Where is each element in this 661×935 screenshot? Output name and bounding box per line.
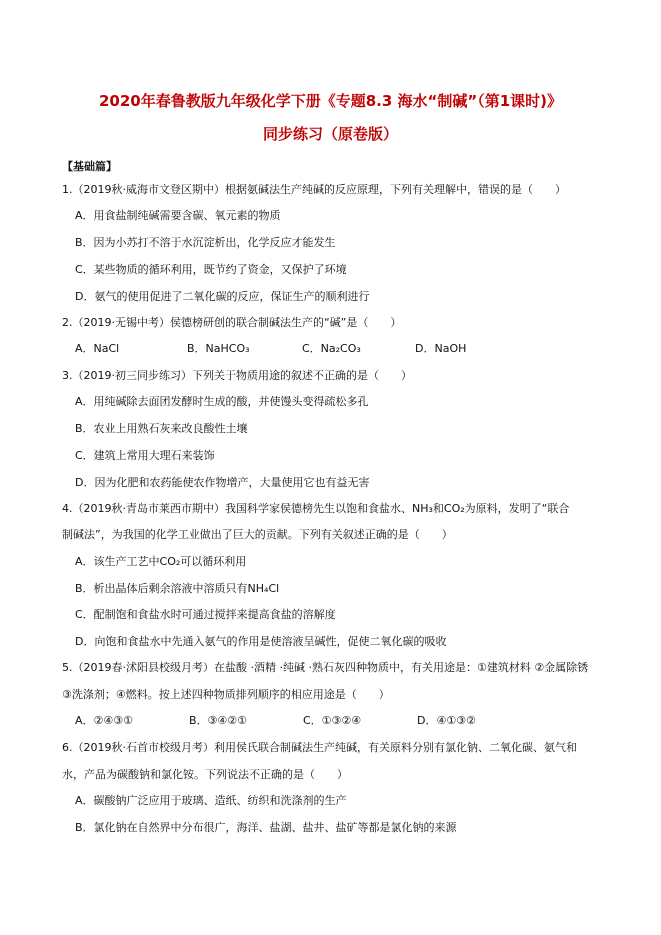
document-subtitle: 同步练习（原卷版） <box>262 125 398 143</box>
question-6-stem-line2: 水，产品为碳酸钠和氯化铵。下列说法不正确的是（ ） <box>62 768 348 781</box>
section-heading: 【基础篇】 <box>62 160 117 173</box>
question-3-option-a: A．用纯碱除去面团发酵时生成的酸，并使馒头变得疏松多孔 <box>75 395 369 408</box>
question-6-stem-line1: 6.（2019秋·石首市校级月考）利用侯氏联合制碱法生产纯碱，有关原料分别有氯化钠、二氧化碳、氨气和 <box>62 741 577 754</box>
question-1-stem: 1.（2019秋·威海市文登区期中）根据氨碱法生产纯碱的反应原理，下列有关理解中，错误的是（ ） <box>62 183 566 196</box>
question-4-option-d: D．向饱和食盐水中先通入氨气的作用是使溶液呈碱性，促使二氧化碳的吸收 <box>75 635 447 648</box>
question-2-stem: 2.（2019·无锡中考）侯德榜研创的联合制碱法生产的“碱”是（ ） <box>62 316 402 329</box>
question-1-option-a: A．用食盐制纯碱需要含碳、氧元素的物质 <box>75 209 281 222</box>
question-5-option-b: B．③④②① <box>189 714 247 727</box>
question-4-option-a: A．该生产工艺中CO₂可以循环利用 <box>75 555 247 568</box>
question-1-option-c: C．某些物质的循环利用，既节约了资金，又保护了环境 <box>75 263 347 276</box>
question-5-option-a: A．②④③① <box>75 714 133 727</box>
question-5-stem-line1: 5.（2019春·沭阳县校级月考）在盐酸 ·酒精 ·纯碱 ·熟石灰四种物质中，有关用途是：①建筑材料 ②金属除锈 <box>62 661 589 674</box>
question-3-stem: 3.（2019·初三同步练习）下列关于物质用途的叙述不正确的是（ ） <box>62 369 412 382</box>
question-3-option-d: D．因为化肥和农药能使农作物增产，大量使用它也有益无害 <box>75 476 370 489</box>
question-3-option-b: B．农业上用熟石灰来改良酸性土壤 <box>75 422 248 435</box>
question-2-option-a: A．NaCl <box>75 342 120 355</box>
question-4-option-c: C．配制饱和食盐水时可通过搅拌来提高食盐的溶解度 <box>75 608 336 621</box>
question-5-option-d: D．④①③② <box>417 714 476 727</box>
question-1-option-b: B．因为小苏打不溶于水沉淀析出，化学反应才能发生 <box>75 236 336 249</box>
question-3-option-c: C．建筑上常用大理石来装饰 <box>75 449 215 462</box>
question-1-option-d: D．氨气的使用促进了二氧化碳的反应，保证生产的顺利进行 <box>75 290 370 303</box>
question-4-stem-line1: 4.（2019秋·青岛市莱西市期中）我国科学家侯德榜先生以饱和食盐水、NH₃和CO₂为原料，发明了“联合 <box>62 502 570 515</box>
question-2-option-b: B．NaHCO₃ <box>187 342 250 355</box>
question-5-stem-line2: ③洗涤剂；④燃料。按上述四种物质排列顺序的相应用途是（ ） <box>62 688 390 701</box>
question-6-option-b: B．氯化钠在自然界中分布很广，海洋、盐湖、盐井、盐矿等都是氯化钠的来源 <box>75 821 457 834</box>
question-6-option-a: A．碳酸钠广泛应用于玻璃、造纸、纺织和洗涤剂的生产 <box>75 794 347 807</box>
question-4-option-b: B．析出晶体后剩余溶液中溶质只有NH₄Cl <box>75 582 280 595</box>
question-2-option-c: C．Na₂CO₃ <box>302 342 361 355</box>
document-title: 2020年春鲁教版九年级化学下册《专题8.3 海水“制碱”（第1课时)》 <box>98 92 563 110</box>
question-2-option-d: D．NaOH <box>415 342 467 355</box>
question-4-stem-line2: 制碱法”，为我国的化学工业做出了巨大的贡献。下列有关叙述正确的是（ ） <box>62 528 453 541</box>
question-5-option-c: C．①③②④ <box>303 714 362 727</box>
